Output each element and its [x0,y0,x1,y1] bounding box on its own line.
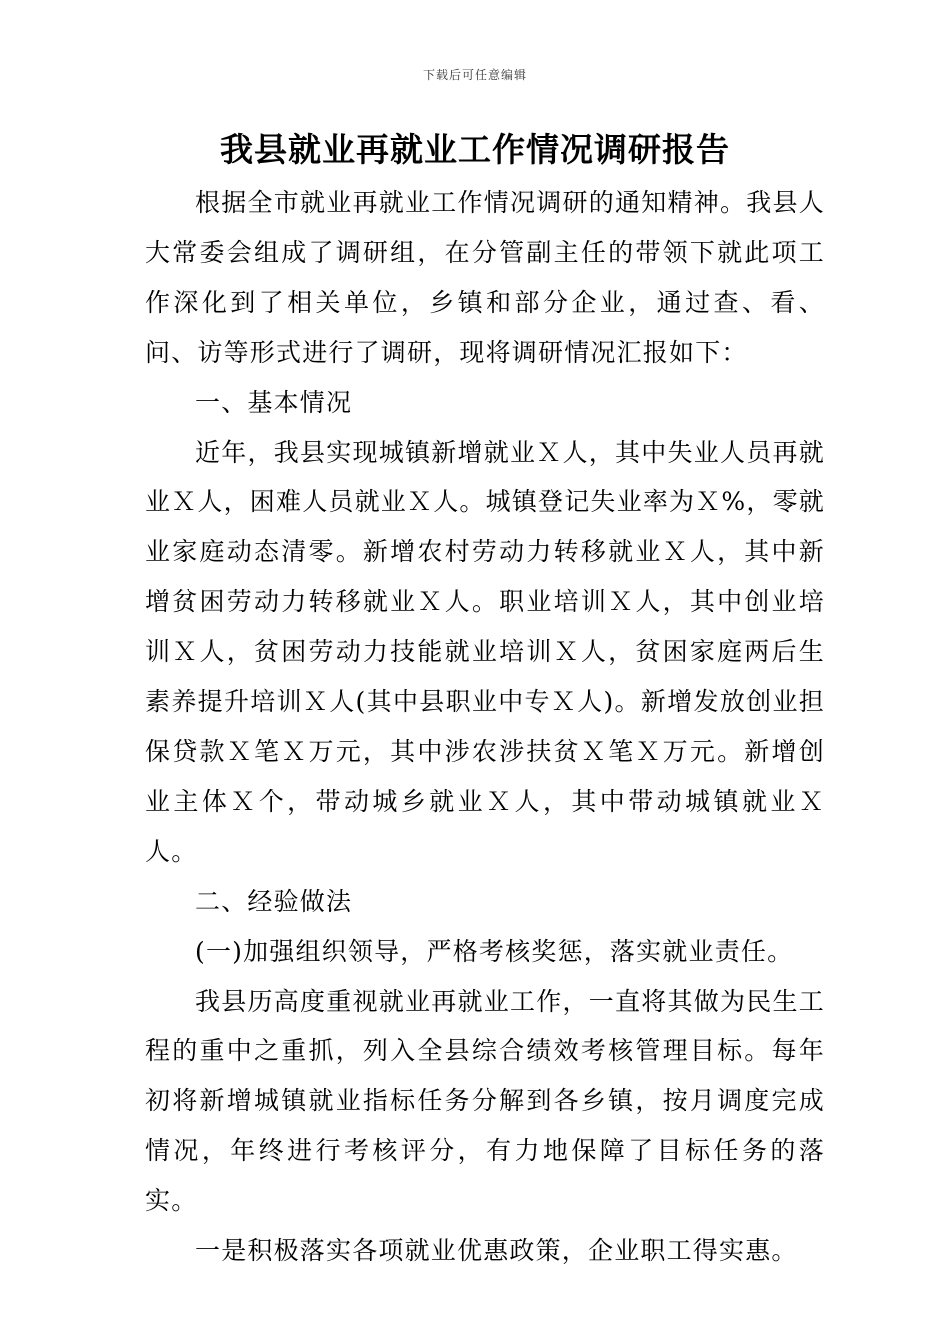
header-note: 下载后可任意编辑 [422,68,527,82]
subsection-heading-1: (一)加强组织领导，严格考核奖惩，落实就业责任。 [195,936,794,966]
section-heading-basic: 一、基本情况 [195,387,353,417]
paragraph-policy: 一是积极落实各项就业优惠政策，企业职工得实惠。 [195,1236,798,1266]
paragraph-basic-situation: 近年，我县实现城镇新增就业Ｘ人，其中失业人员再就业Ｘ人，困难人员就业Ｘ人。城镇登记失业率为Ｘ%，零就业家庭动态清零。新增农村劳动力转移就业Ｘ人，其中新增贫困劳动力转移就业Ｘ人。职业培训Ｘ人，其中创业培训Ｘ人，贫困劳动力技能就业培训Ｘ人，贫困家庭两后生素养提升培训Ｘ人(其中县职业中专Ｘ人)。新增发放创业担保贷款Ｘ笔Ｘ万元，其中涉农涉扶贫Ｘ笔Ｘ万元。新增创业主体Ｘ个，带动城乡就业Ｘ人，其中带动城镇就业Ｘ人。 [145,437,825,866]
document-title: 我县就业再就业工作情况调研报告 [220,130,730,169]
paragraph-leadership: 我县历高度重视就业再就业工作，一直将其做为民生工程的重中之重抓，列入全县综合绩效考核管理目标。每年初将新增城镇就业指标任务分解到各乡镇，按月调度完成情况，年终进行考核评分，有力地保障了目标任务的落实。 [145,986,825,1216]
document-body [145,178,825,1276]
paragraph-intro: 根据全市就业再就业工作情况调研的通知精神。我县人大常委会组成了调研组，在分管副主任的带领下就此项工作深化到了相关单位，乡镇和部分企业，通过查、看、问、访等形式进行了调研，现将调研情况汇报如下： [145,188,825,367]
section-heading-experience: 二、经验做法 [195,886,353,916]
